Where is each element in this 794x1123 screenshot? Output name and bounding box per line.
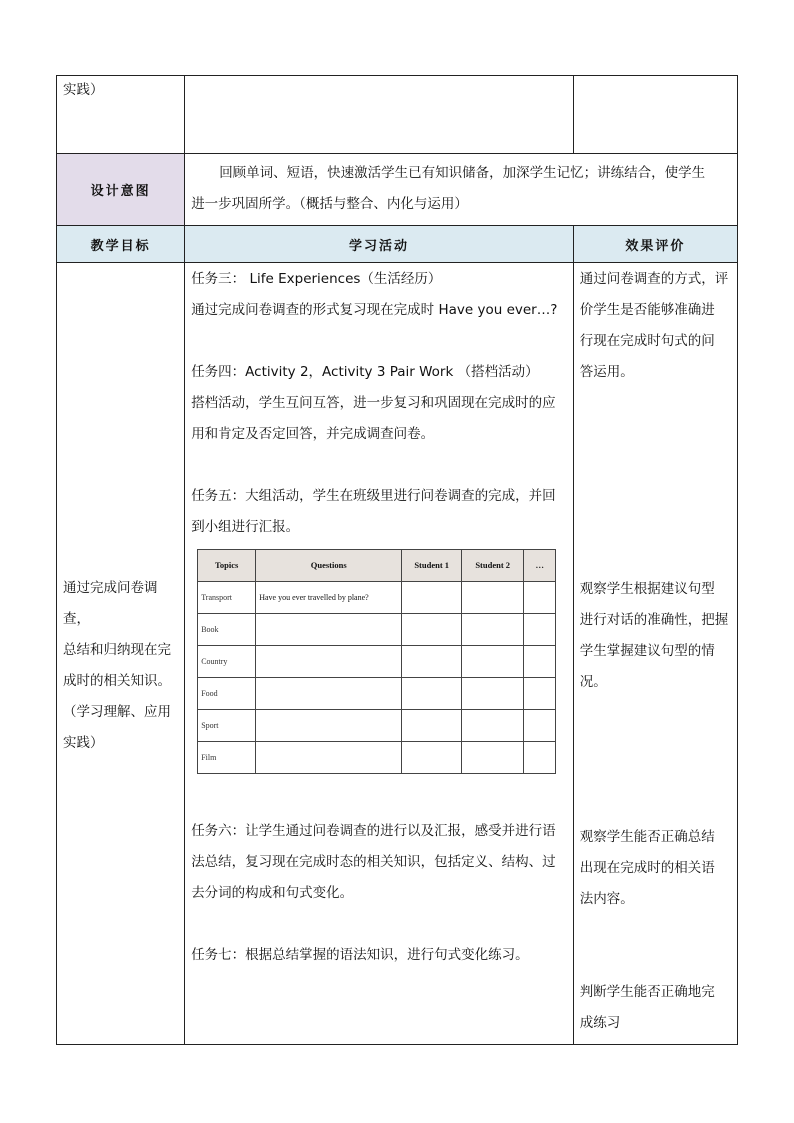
survey-header-student-2: Student 2 bbox=[462, 550, 524, 582]
eval2-line-3: 学生掌握建议句型的情 bbox=[579, 643, 715, 659]
goal-line-2: 总结和归纳现在完 bbox=[63, 642, 171, 658]
header-goal: 教学目标 bbox=[57, 226, 185, 263]
survey-answer-more bbox=[524, 614, 556, 646]
survey-question bbox=[256, 742, 402, 774]
survey-row bbox=[198, 646, 556, 678]
survey-row bbox=[198, 582, 556, 614]
lesson-plan-table bbox=[56, 75, 738, 1045]
goal-line-1: 通过完成问卷调查， bbox=[63, 580, 158, 627]
survey-header-questions: Questions bbox=[256, 550, 402, 582]
survey-topic: Film bbox=[198, 742, 256, 774]
task4-line-1: 搭档活动，学生互问互答，进一步复习和巩固现在完成时的应 bbox=[191, 395, 556, 411]
eval4-line-2: 成练习 bbox=[579, 1015, 621, 1031]
eval3-line-3: 法内容。 bbox=[579, 891, 634, 907]
task5-line-2: 到小组进行汇报。 bbox=[191, 519, 300, 535]
activity-cell bbox=[185, 263, 574, 1045]
task4-line-2: 用和肯定及否定回答，并完成调查问卷。 bbox=[191, 426, 435, 442]
task3-title: 任务三： Life Experiences（生活经历） bbox=[191, 271, 442, 287]
continuation-goal-cell bbox=[57, 76, 185, 154]
survey-header-student-1: Student 1 bbox=[402, 550, 462, 582]
evaluation-cell bbox=[573, 263, 737, 1045]
task7-text: 任务七：根据总结掌握的语法知识，进行句式变化练习。 bbox=[191, 947, 529, 963]
task3-text: 通过完成问卷调查的形式复习现在完成时 Have you ever…? bbox=[191, 302, 558, 318]
eval3-line-2: 出现在完成时的相关语 bbox=[579, 860, 715, 876]
survey-table-wrap bbox=[191, 543, 567, 780]
survey-answer-2 bbox=[462, 678, 524, 710]
survey-answer-2 bbox=[462, 614, 524, 646]
survey-header-row bbox=[198, 550, 556, 582]
survey-header-more: … bbox=[524, 550, 556, 582]
survey-answer-2 bbox=[462, 582, 524, 614]
eval2-line-2: 进行对话的准确性，把握 bbox=[579, 612, 729, 628]
continuation-activity-cell bbox=[185, 76, 574, 154]
survey-row bbox=[198, 742, 556, 774]
survey-topic: Country bbox=[198, 646, 256, 678]
survey-row bbox=[198, 678, 556, 710]
content-row bbox=[57, 263, 738, 1045]
continuation-evaluation-cell bbox=[573, 76, 737, 154]
survey-topic: Book bbox=[198, 614, 256, 646]
eval3-line-1: 观察学生能否正确总结 bbox=[579, 829, 715, 845]
survey-header-topics: Topics bbox=[198, 550, 256, 582]
goal-line-4: （学习理解、应用 bbox=[63, 704, 171, 720]
goal-cell bbox=[57, 263, 185, 1045]
survey-answer-1 bbox=[402, 710, 462, 742]
task6-line-3: 去分词的构成和句式变化。 bbox=[191, 885, 354, 901]
lesson-plan-table-frame bbox=[56, 75, 738, 1045]
survey-answer-2 bbox=[462, 742, 524, 774]
survey-answer-1 bbox=[402, 646, 462, 678]
header-evaluation: 效果评价 bbox=[573, 226, 737, 263]
survey-answer-more bbox=[524, 710, 556, 742]
survey-answer-1 bbox=[402, 582, 462, 614]
header-row bbox=[57, 226, 738, 263]
survey-question: Have you ever travelled by plane? bbox=[256, 582, 402, 614]
task6-line-1: 任务六：让学生通过问卷调查的进行以及汇报，感受并进行语 bbox=[191, 823, 556, 839]
task4-title: 任务四：Activity 2，Activity 3 Pair Work （搭档活动） bbox=[191, 364, 539, 380]
eval1-line-4: 答运用。 bbox=[579, 364, 634, 380]
survey-answer-2 bbox=[462, 710, 524, 742]
survey-topic: Transport bbox=[198, 582, 256, 614]
continuation-goal-text: 实践） bbox=[63, 82, 104, 98]
survey-question bbox=[256, 678, 402, 710]
survey-topic: Food bbox=[198, 678, 256, 710]
design-intent-line-1: 回顾单词、短语，快速激活学生已有知识储备，加深学生记忆；讲练结合，使学生 bbox=[219, 165, 706, 181]
survey-answer-more bbox=[524, 678, 556, 710]
design-intent-text bbox=[185, 154, 738, 226]
task5-line-1: 任务五：大组活动，学生在班级里进行问卷调查的完成，并回 bbox=[191, 488, 556, 504]
eval2-line-4: 况。 bbox=[579, 674, 607, 690]
survey-row bbox=[198, 710, 556, 742]
eval2-line-1: 观察学生根据建议句型 bbox=[579, 581, 715, 597]
eval1-line-2: 价学生是否能够准确进 bbox=[579, 302, 715, 318]
survey-question bbox=[256, 614, 402, 646]
survey-question bbox=[256, 710, 402, 742]
survey-answer-1 bbox=[402, 614, 462, 646]
goal-line-3: 成时的相关知识。 bbox=[63, 673, 171, 689]
design-intent-line-2: 进一步巩固所学。（概括与整合、内化与运用） bbox=[191, 196, 468, 212]
survey-answer-2 bbox=[462, 646, 524, 678]
goal-line-5: 实践） bbox=[63, 735, 104, 751]
header-activity: 学习活动 bbox=[185, 226, 574, 263]
eval1-line-1: 通过问卷调查的方式，评 bbox=[579, 271, 729, 287]
task6-line-2: 法总结，复习现在完成时态的相关知识，包括定义、结构、过 bbox=[191, 854, 556, 870]
survey-answer-more bbox=[524, 646, 556, 678]
survey-table bbox=[197, 549, 556, 774]
survey-topic: Sport bbox=[198, 710, 256, 742]
survey-answer-more bbox=[524, 742, 556, 774]
survey-answer-1 bbox=[402, 742, 462, 774]
eval1-line-3: 行现在完成时句式的问 bbox=[579, 333, 715, 349]
eval4-line-1: 判断学生能否正确地完 bbox=[579, 984, 715, 1000]
continuation-row bbox=[57, 76, 738, 154]
survey-row bbox=[198, 614, 556, 646]
survey-question bbox=[256, 646, 402, 678]
survey-answer-more bbox=[524, 582, 556, 614]
survey-answer-1 bbox=[402, 678, 462, 710]
design-intent-row bbox=[57, 154, 738, 226]
design-intent-label: 设计意图 bbox=[57, 154, 185, 226]
